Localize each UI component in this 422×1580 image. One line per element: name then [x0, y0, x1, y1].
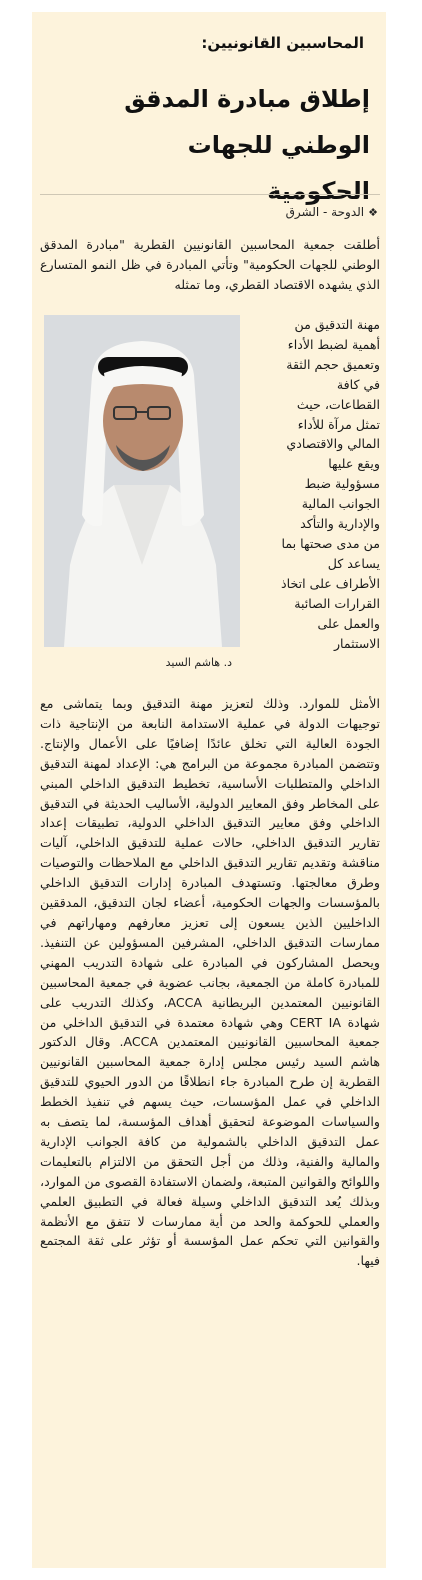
article-body [40, 694, 380, 1271]
article-headline: إطلاق مبادرة المدقق الوطني للجهات الحكومية [124, 85, 370, 205]
photo-caption [40, 656, 240, 669]
article-intro: أطلقت جمعية المحاسبين القانونيين القطرية "مبادرة المدقق الوطني للجهات الحكومية" وتأتي المبادرة في ظل النمو المتسارع الذي يشهده الاقتصاد القطري، وما تمثله [40, 237, 380, 292]
portrait-photo [44, 315, 240, 647]
byline-divider [40, 194, 380, 195]
article-quote-text: وقال الدكتور هاشم السيد رئيس مجلس إدارة جمعية المحاسبين القانونيين القطرية إن طرح المبادرة جاء انطلاقًا من الدور الحيوي للتدقيق الداخلي في عمل المؤسسات، حيث يسهم في تنفيذ الخطط والسياسات الموضوعة لتحقيق أهداف المؤسسة، لما يتصف به عمل التدقيق الداخلي بالشمولية من كافة الجوانب الإدارية والمالية والفنية، وذلك من أجل التحقق من الالتزام بالتعليمات واللوائح والقوانين المتبعة، ولضمان الاستفادة القصوى من الموارد، وبذلك يُعد التدقيق الداخلي وسيلة فعالة في التطبيق العلمي والعملي للحوكمة والحد من أية ممارسات لا تتفق مع الأنظمة والقوانين التي تحكم عمل المؤسسة أو تؤثر على ثقة المجتمع فيها. [40, 1034, 380, 1269]
byline-text: الدوحة - الشرق [285, 205, 365, 219]
article-body-text: الأمثل للموارد. وذلك لتعزيز مهنة التدقيق وبما يتماشى مع توجيهات الدولة في عملية الاستدامة النابعة من الإنتاجية ذات الجودة العالية التي تخلق عائدًا إضافيًا على الأعمال والإنتاج. وتتضمن المبادرة مجموعة من البرامج هي: الإعداد لمهنة التدقيق الداخلي والمتطلبات الأساسية، تخطيط التدقيق الداخلي المبني على المخاطر وفق المعايير الدولية، الأساليب الحديثة في التدقيق الداخلي وفق معايير التدقيق الداخلي الدولية، تطبيقات إعداد تقارير التدقيق الداخلي، حالات عملية للتدقيق الداخلي، آليات مناقشة وتقديم تقارير التدقيق الداخلي مع الملاحظات والتوصيات وطرق معالجتها. وتستهدف المبادرة إدارات التدقيق الداخلي بالمؤسسات والجهات الحكومية، أعضاء لجان التدقيق، المدققين الداخليين الذين يسعون إلى تعزيز معارفهم ومهاراتهم في ممارسات التدقيق الداخلي، المشرفين المسؤولين عن التنفيذ. ويحصل المشاركون في المبادرة على شهادة التدريب المهني للمبادرة كاملة من الجمعية، بجانب عضوية في جمعية المحاسبين القانونيين المعتمدين البريطانية ACCA، وكذلك التدريب على شهادة CERT IA وهي شهادة معتمدة في التدقيق الداخلي من جمعية المحاسبين القانونيين المعتمدين ACCA. [40, 696, 380, 1050]
article-side-column: مهنة التدقيق من أهمية لضبط الأداء وتعميق حجم الثقة في كافة القطاعات، حيث تمثل مرآة للأداء المالي والاقتصادي ويقع عليها مسؤولية ضبط الجوانب المالية والإدارية والتأكد من مدى صحتها بما يساعد كل الأطراف على اتخاذ القرارات الصائبة والعمل على الاستثمار [281, 317, 380, 651]
caption-text: د. هاشم السيد [165, 656, 232, 669]
byline [286, 205, 378, 219]
article-kicker: المحاسبين القانونيين: [201, 34, 364, 52]
bullet-icon: ❖ [368, 206, 378, 219]
